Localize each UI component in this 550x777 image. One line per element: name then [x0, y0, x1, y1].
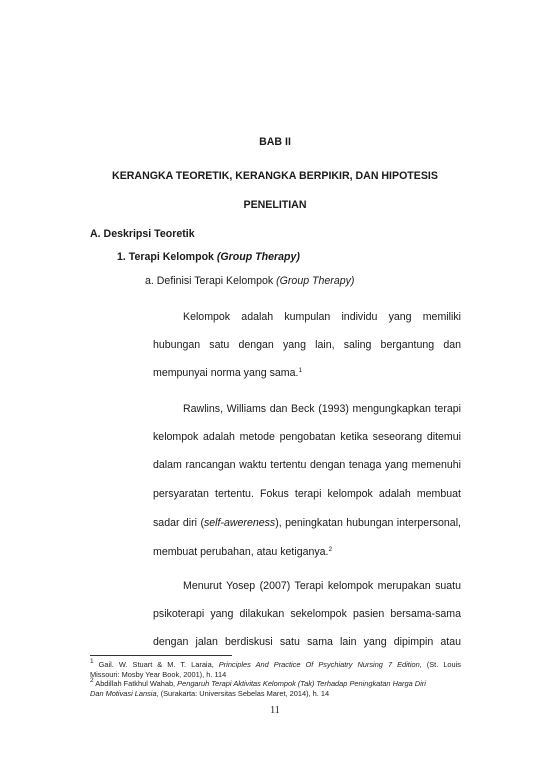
paragraph-2-line-5-pre: sadar diri ( — [153, 517, 204, 529]
footnote-2-post: , (Surakarta: Universitas Sebelas Maret, 2014), h. 14 — [156, 689, 330, 698]
footnote-2-pre: Abdillah Fatkhul Wahab, — [93, 679, 178, 688]
chapter-title-line-2: PENELITIAN — [243, 199, 307, 211]
footnote-2-line-2 — [90, 689, 329, 698]
footnote-1-post: (St. Louis — [421, 660, 461, 669]
footnote-1-number: 1 — [90, 658, 94, 665]
subsection-heading-1 — [117, 251, 300, 263]
paragraph-2-line-5-italic: self-awereness — [203, 517, 276, 529]
footnote-1-pre: Gail. W. Stuart & M. T. Laraia, — [93, 660, 219, 669]
footnote-2-italic-1: Pengaruh Terapi Aktivitas Kelompok (Tak) Terhadap Peningkatan Harga Diri — [177, 679, 426, 688]
item-a-text: a. Definisi Terapi Kelompok — [145, 275, 277, 287]
page-number: 11 — [270, 705, 280, 716]
paragraph-3-line-1: Menurut Yosep (2007) Terapi kelompok merupakan suatu — [183, 580, 461, 592]
footnote-1-line-2: Missouri: Mosby Year Book, 2001), h. 114 — [90, 670, 227, 679]
paragraph-1-line-2: hubungan satu dengan yang lain, saling bergantung dan — [153, 339, 461, 351]
chapter-title-line-1: KERANGKA TEORETIK, KERANGKA BERPIKIR, DAN HIPOTESIS — [112, 170, 438, 182]
subsection-1-italic: (Group Therapy) — [216, 251, 300, 263]
paragraph-2-line-1: Rawlins, Williams dan Beck (1993) mengungkapkan terapi — [183, 403, 461, 415]
footnote-separator — [90, 655, 232, 656]
footnote-2-line-1 — [90, 679, 426, 688]
paragraph-3-line-3: dengan jalan berdiskusi satu sama lain yang dipimpin atau — [153, 636, 461, 648]
footnote-ref-1: 1 — [298, 367, 303, 374]
paragraph-1-line-1: Kelompok adalah kumpulan individu yang memiliki — [183, 311, 461, 323]
paragraph-2-line-6 — [153, 546, 332, 558]
item-a-italic: (Group Therapy) — [276, 275, 355, 287]
section-heading-a: A. Deskripsi Teoretik — [90, 228, 195, 240]
chapter-heading: BAB II — [259, 136, 291, 148]
item-heading-a — [145, 275, 354, 287]
paragraph-2-line-5-post: ), peningkatan hubungan interpersonal, — [275, 517, 461, 529]
footnote-1-line-1 — [90, 660, 461, 669]
paragraph-2-line-2: kelompok adalah metode pengobatan ketika seseorang ditemui — [153, 431, 461, 443]
paragraph-2-line-3: dalam rancangan waktu tertentu dengan tenaga yang memenuhi — [153, 459, 461, 471]
subsection-1-text: 1. Terapi Kelompok — [117, 251, 217, 263]
paragraph-3-line-2: psikoterapi yang dilakukan sekelompok pasien bersama-sama — [153, 608, 461, 620]
paragraph-1-line-3-text: mempunyai norma yang sama. — [153, 367, 299, 379]
paragraph-1-line-3 — [153, 367, 302, 379]
paragraph-2-line-4: persyaratan tertentu. Fokus terapi kelompok adalah membuat — [153, 488, 461, 500]
paragraph-2-line-6-text: membuat perubahan, atau ketiganya. — [153, 546, 329, 558]
footnote-2-italic-2: Dan Motivasi Lansia — [90, 689, 157, 698]
footnote-1-italic: Principles And Practice Of Psychiatry Nursing 7 Edition, — [218, 660, 422, 669]
footnote-ref-2: 2 — [328, 546, 333, 553]
footnote-2-number: 2 — [90, 677, 94, 684]
paragraph-2-line-5 — [153, 517, 461, 529]
